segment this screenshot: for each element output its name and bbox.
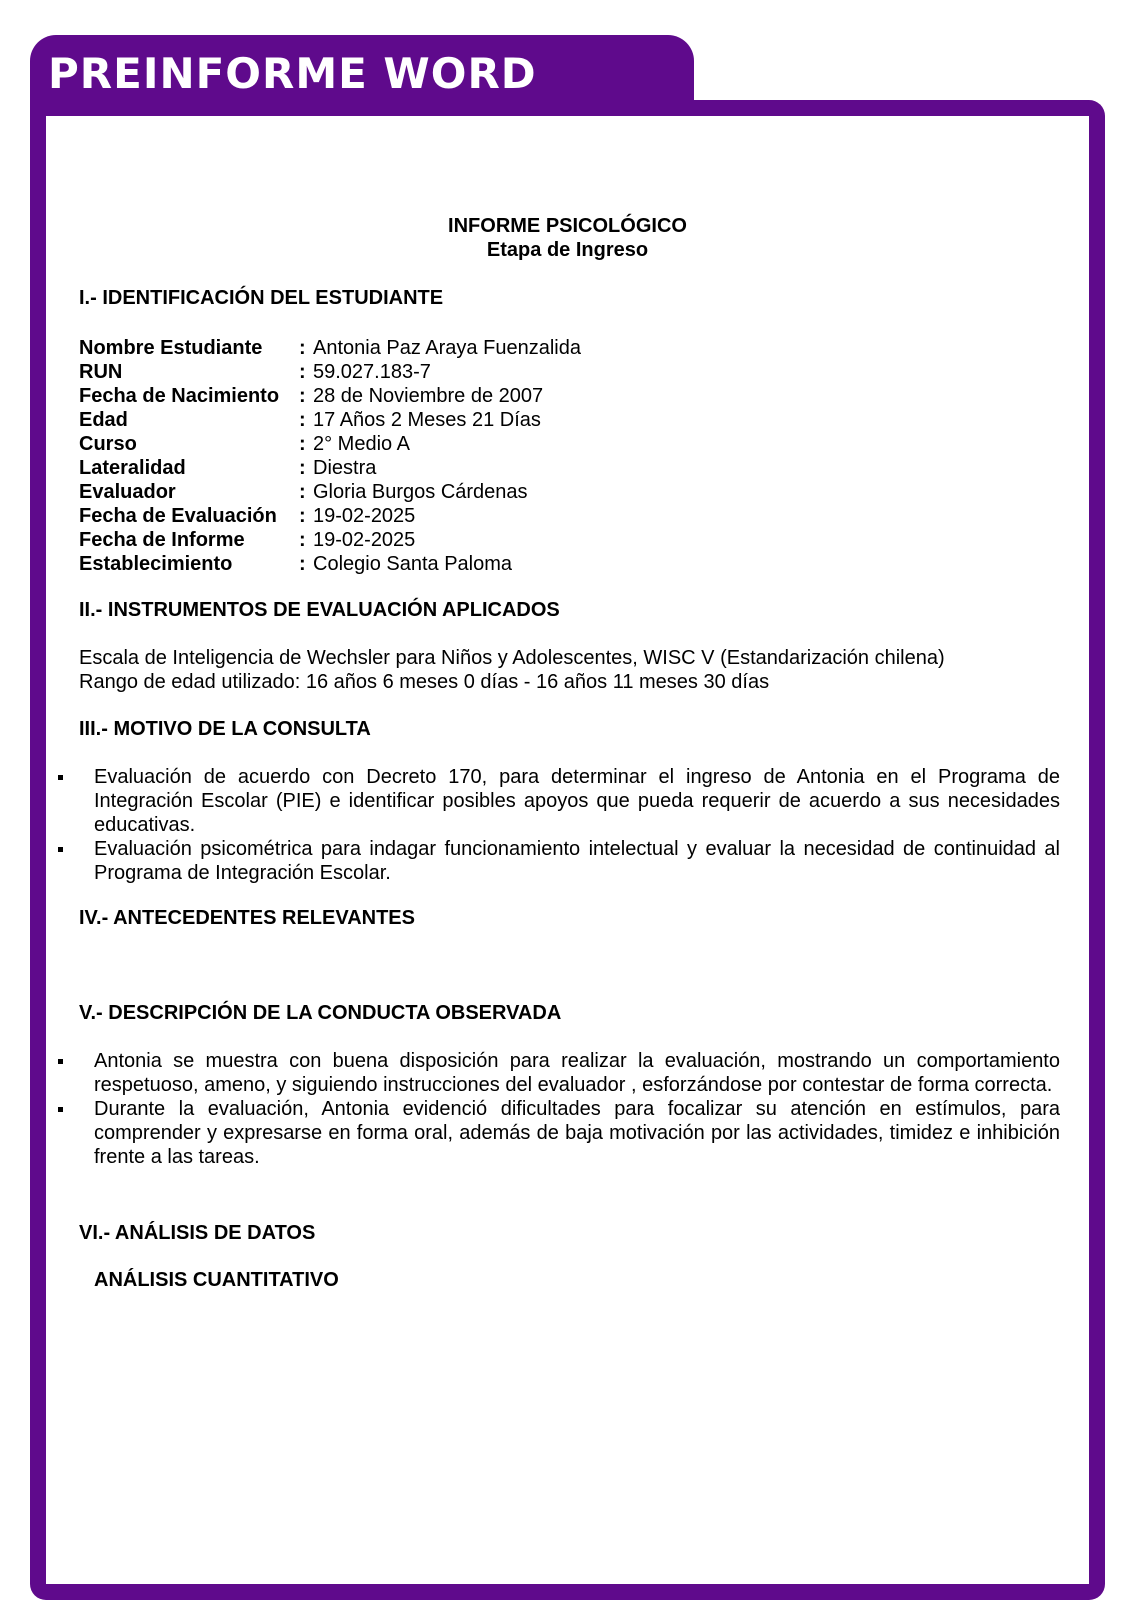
list-item xyxy=(58,765,1060,837)
bullet-icon xyxy=(58,847,63,852)
id-label: Fecha de Informe xyxy=(79,529,245,551)
id-label: Fecha de Evaluación xyxy=(79,505,277,527)
id-colon: : xyxy=(299,457,306,479)
id-label: Establecimiento xyxy=(79,553,233,575)
id-row xyxy=(79,408,581,432)
id-value: 28 de Noviembre de 2007 xyxy=(313,385,544,407)
list-item xyxy=(58,837,1060,885)
id-colon: : xyxy=(299,529,306,551)
identification-table xyxy=(79,336,581,576)
subsection-cuantitativo: ANÁLISIS CUANTITATIVO xyxy=(94,1269,339,1291)
reasons-list xyxy=(58,765,1060,885)
section-antecedentes: IV.- ANTECEDENTES RELEVANTES xyxy=(79,907,415,929)
id-colon: : xyxy=(299,385,306,407)
id-row xyxy=(79,552,581,576)
id-label: Nombre Estudiante xyxy=(79,337,263,359)
id-label: Lateralidad xyxy=(79,457,186,479)
id-colon: : xyxy=(299,433,306,455)
id-row xyxy=(79,456,581,480)
section-instrumentos: II.- INSTRUMENTOS DE EVALUACIÓN APLICADOS xyxy=(79,599,560,621)
bullet-icon xyxy=(58,775,63,780)
section-conducta: V.- DESCRIPCIÓN DE LA CONDUCTA OBSERVADA xyxy=(79,1002,562,1024)
bullet-icon xyxy=(58,1107,63,1112)
id-colon: : xyxy=(299,361,306,383)
age-range-line: Rango de edad utilizado: 16 años 6 meses 0 días - 16 años 11 meses 30 días xyxy=(79,671,770,693)
behavior-list xyxy=(58,1049,1060,1169)
list-item-text: Durante la evaluación, Antonia evidenció dificultades para focalizar su atención en estímulos, para comprender y expresarse en forma oral, además de baja motivación por las actividades, timidez e inhibición frente a las tareas. xyxy=(94,1098,1060,1168)
id-row xyxy=(79,480,581,504)
id-value: Colegio Santa Paloma xyxy=(313,553,513,575)
list-item xyxy=(58,1097,1060,1169)
id-label: RUN xyxy=(79,361,123,383)
section-analisis: VI.- ANÁLISIS DE DATOS xyxy=(79,1222,316,1244)
id-row xyxy=(79,528,581,552)
report-subtitle: Etapa de Ingreso xyxy=(486,239,649,261)
id-value: 2° Medio A xyxy=(313,433,410,455)
id-row xyxy=(79,360,581,384)
id-colon: : xyxy=(299,409,306,431)
id-colon: : xyxy=(299,505,306,527)
id-value: 19-02-2025 xyxy=(313,529,416,551)
instrument-line: Escala de Inteligencia de Wechsler para Niños y Adolescentes, WISC V (Estandarización chilena) xyxy=(79,647,945,669)
id-value: Diestra xyxy=(313,457,377,479)
list-item-text: Antonia se muestra con buena disposición para realizar la evaluación, mostrando un comportamiento respetuoso, ameno, y siguiendo instrucciones del evaluador , esforzándose por contestar de forma correcta. xyxy=(94,1050,1060,1096)
id-label: Evaluador xyxy=(79,481,176,503)
id-label: Curso xyxy=(79,433,137,455)
report-title: INFORME PSICOLÓGICO xyxy=(448,215,687,237)
list-item-text: Evaluación psicométrica para indagar funcionamiento intelectual y evaluar la necesidad de continuidad al Programa de Integración Escolar. xyxy=(94,838,1060,884)
section-motivo: III.- MOTIVO DE LA CONSULTA xyxy=(79,718,371,740)
id-row xyxy=(79,504,581,528)
id-colon: : xyxy=(299,337,306,359)
bullet-icon xyxy=(58,1059,63,1064)
id-value: Gloria Burgos Cárdenas xyxy=(313,481,528,503)
list-item xyxy=(58,1049,1060,1097)
id-row xyxy=(79,336,581,360)
id-value: 59.027.183-7 xyxy=(313,361,431,383)
id-label: Fecha de Nacimiento xyxy=(79,385,280,407)
id-value: 17 Años 2 Meses 21 Días xyxy=(313,409,541,431)
id-value: Antonia Paz Araya Fuenzalida xyxy=(313,337,581,359)
id-value: 19-02-2025 xyxy=(313,505,416,527)
banner-title: PREINFORME WORD xyxy=(48,49,537,98)
id-row xyxy=(79,432,581,456)
id-colon: : xyxy=(299,481,306,503)
id-colon: : xyxy=(299,553,306,575)
id-row xyxy=(79,384,581,408)
section-identificacion: I.- IDENTIFICACIÓN DEL ESTUDIANTE xyxy=(79,287,444,309)
list-item-text: Evaluación de acuerdo con Decreto 170, para determinar el ingreso de Antonia en el Programa de Integración Escolar (PIE) e identificar posibles apoyos que pueda requerir de acuerdo a sus necesidades educativas. xyxy=(94,766,1060,836)
id-label: Edad xyxy=(79,409,128,431)
